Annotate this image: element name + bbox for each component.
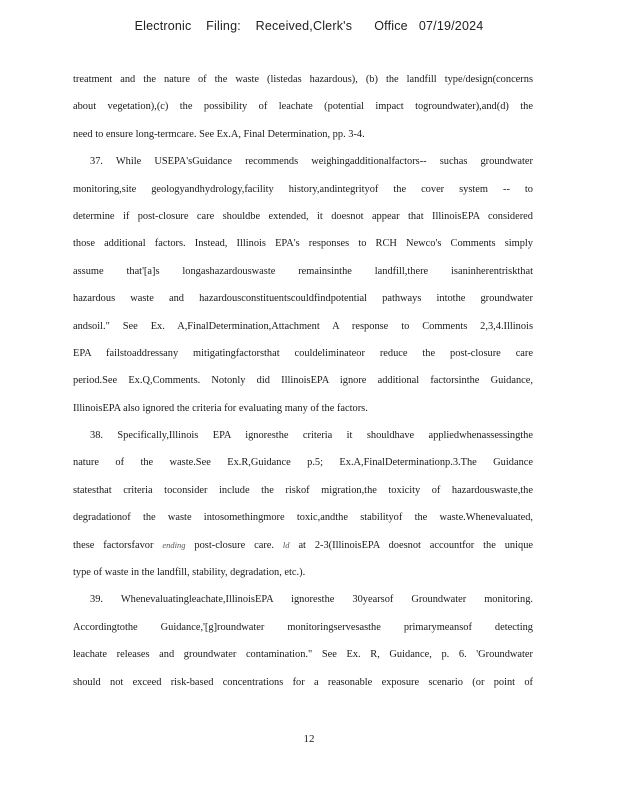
text-line: nature of the waste.See Ex.R,Guidance p.5; Ex.A,FinalDeterminationp.3.The Guidance	[73, 457, 533, 469]
italic-citation: ld	[282, 539, 290, 550]
text-line: should not exceed risk-based concentrations for a reasonable exposure scenario (or point of	[73, 676, 533, 688]
text-line: IllinoisEPA also ignored the criteria for evaluating many of the factors.	[73, 402, 368, 414]
document-body	[73, 66, 533, 696]
text-line: statesthat criteria toconsider include the riskof migration,the toxicity of hazardouswaste,the	[73, 484, 533, 496]
text-line: determine if post-closure care shouldbe extended, it doesnot appear that IllinoisEPA considered	[73, 210, 533, 222]
text-line: leachate releases and groundwater contamination." See Ex. R, Guidance, p. 6. 'Groundwater	[73, 649, 533, 661]
text-segment: post-closure care.	[194, 539, 274, 551]
text-line: Accordingtothe Guidance,'[g]roundwater monitoringservesasthe primarymeansof detecting	[73, 621, 533, 633]
paragraph-37-start: 37. While USEPA'sGuidance recommends weighingadditionalfactors-- suchas groundwater	[90, 156, 533, 168]
text-line: those additional factors. Instead, Illinois EPA's responses to RCH Newco's Comments simply	[73, 238, 533, 250]
text-line: andsoil." See Ex. A,FinalDetermination,Attachment A response to Comments 2,3,4.Illinois	[73, 320, 533, 332]
page-number: 12	[303, 733, 315, 745]
text-line: assume that'[a]s longashazardouswaste remainsinthe landfill,there isaninherentriskthat	[73, 265, 533, 277]
text-segment: at 2-3(IllinoisEPA doesnot accountfor the unique	[298, 539, 534, 551]
text-line-mixed	[73, 532, 533, 559]
filing-header: Electronic Filing: Received,Clerk's Office 07/19/2024	[134, 19, 484, 33]
text-line: treatment and the nature of the waste (listedas hazardous), (b) the landfill type/design(concerns	[73, 74, 533, 85]
paragraph-38-start: 38. Specifically,Illinois EPA ignoresthe criteria it shouldhave appliedwhenassessingthe	[90, 430, 533, 442]
text-line: monitoring,site geologyandhydrology,facility history,andintegrityof the cover system -- to	[73, 183, 533, 195]
paragraph-39-start: 39. Whenevaluatingleachate,IllinoisEPA ignoresthe 30yearsof Groundwater monitoring.	[90, 594, 533, 606]
text-line: hazardous waste and hazardousconstituentscouldfindpotential pathways intothe groundwater	[73, 293, 533, 305]
text-line: period.See Ex.Q,Comments. Notonly did IllinoisEPA ignore additional factorsinthe Guidance,	[73, 375, 533, 387]
italic-word: ending	[162, 539, 186, 550]
text-line: need to ensure long-termcare. See Ex.A, Final Determination, pp. 3-4.	[73, 128, 365, 140]
text-line: about vegetation),(c) the possibility of leachate (potential impact togroundwater),and(d) the	[73, 101, 533, 113]
text-line: type of waste in the landfill, stability, degradation, etc.).	[73, 567, 306, 579]
text-line: EPA failstoaddressany mitigatingfactorsthat couldeliminateor reduce the post-closure care	[73, 347, 533, 359]
text-line: degradationof the waste intosomethingmore toxic,andthe stabilityof the waste.Whenevaluated,	[73, 512, 533, 524]
text-segment: these factorsfavor	[73, 539, 154, 551]
